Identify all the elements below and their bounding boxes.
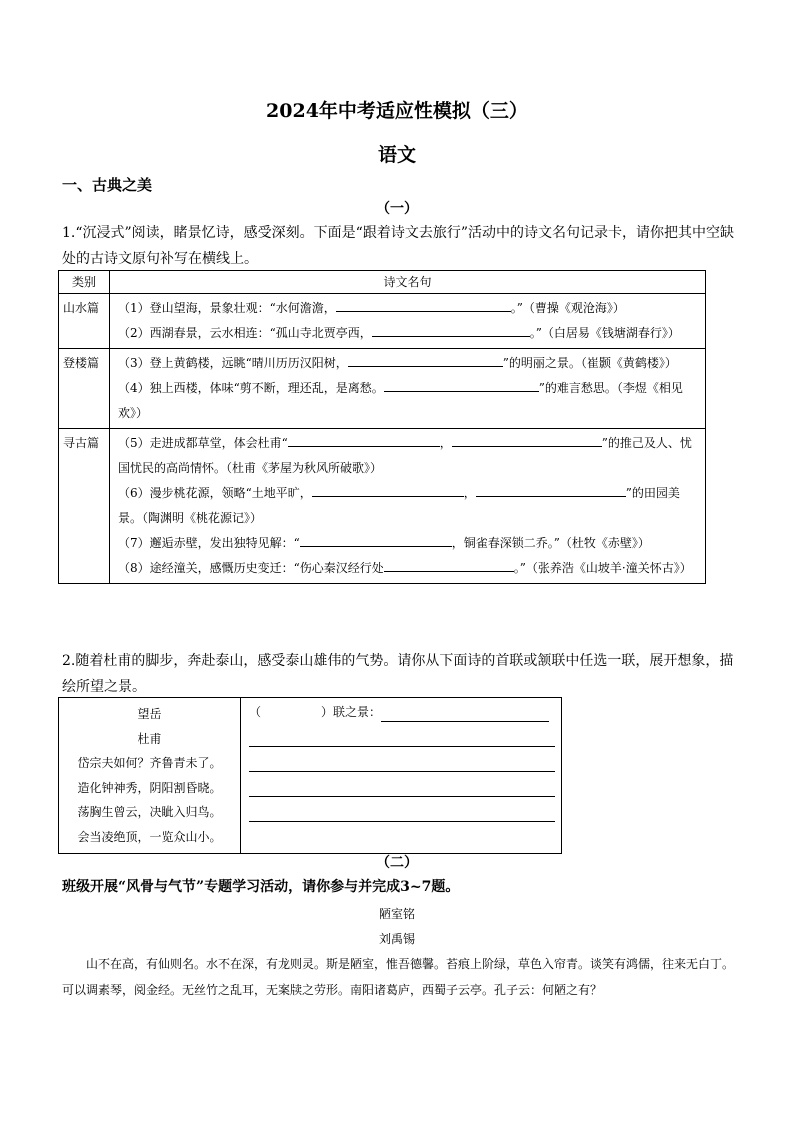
category-cell: 寻古篇: [59, 429, 110, 584]
item-text: （3）登上黄鹤楼，远眺“晴川历历汉阳树，: [118, 356, 348, 370]
item-text: 。”（白居易《钱塘湖春行》）: [529, 326, 680, 340]
poem-title: 望岳: [137, 707, 162, 721]
item-text: （4）独上西楼，体味“剪不断，理还乱，是离愁。: [118, 381, 384, 395]
item-text: （2）西湖春景，云水相连：“孤山寺北贾亭西，: [118, 326, 372, 340]
prompt-open: （: [249, 705, 262, 719]
prompt-close: ）联之景：: [321, 705, 382, 719]
table-row: [59, 294, 706, 349]
section-heading: 一、古典之美: [62, 176, 153, 194]
answer-blank[interactable]: [288, 434, 440, 447]
item-text: ，: [439, 436, 452, 450]
answer-blank[interactable]: [452, 434, 602, 447]
content-cell: [110, 429, 706, 584]
answer-prompt-line: [249, 702, 555, 722]
content-cell: [110, 349, 706, 429]
item-text: ”的推己及人、忧国忧民的高尚情怀。（杜甫《茅屋为秋风所破歌》）: [118, 436, 692, 475]
answer-line[interactable]: [249, 722, 555, 747]
fill-item: [118, 321, 699, 346]
essay-title: 陋室铭: [378, 907, 415, 921]
essay-author: 刘禹锡: [378, 932, 415, 946]
item-text: （8）途经潼关，感慨历史变迁：“伤心秦汉经行处: [118, 561, 384, 575]
fill-item: [118, 431, 699, 481]
item-text: ，铜雀春深锁二乔。”（杜牧《赤壁》）: [451, 536, 650, 550]
poem-line: 造化钟神秀，阴阳割昏晓。: [77, 780, 222, 795]
fill-item: [118, 376, 699, 426]
item-text: （1）登山望海，景象壮观：“水何澹澹，: [118, 301, 336, 315]
answer-cell: [241, 698, 562, 854]
essay-text: 山不在高，有仙则名。水不在深，有龙则灵。斯是陋室，惟吾德馨。苔痕上阶绿，草色入帘青。谈笑有鸿儒，往来无白丁。可以调素琴，阅金经。无丝竹之乱耳，无案牍之劳形。南阳诸葛庐，西蜀子云亭。孔子云：何陋之有？: [62, 957, 735, 997]
couplet-choice-blank[interactable]: [261, 710, 321, 722]
item-text: （7）邂逅赤壁，发出独特见解：“: [118, 536, 300, 550]
item-text: ”的明丽之景。（崔颢《黄鹤楼》）: [502, 356, 677, 370]
answer-blank[interactable]: [384, 379, 539, 392]
answer-blank[interactable]: [312, 484, 464, 497]
part-one-label: （一）: [376, 201, 418, 217]
answer-blank[interactable]: [300, 534, 452, 547]
answer-blank[interactable]: [476, 484, 626, 497]
item-text: 。”（张养浩《山坡羊·潼关怀古》）: [513, 561, 692, 575]
poem-line: 会当凌绝顶，一览众山小。: [77, 829, 222, 844]
fill-item: [118, 351, 699, 376]
item-text: （6）漫步桃花源，领略“土地平旷，: [118, 486, 312, 500]
header-content: 诗文名句: [110, 271, 706, 294]
poem-record-table: [58, 270, 706, 584]
table-header-row: [59, 271, 706, 294]
fill-item: [118, 481, 699, 531]
question-2-text: 2.随着杜甫的脚步，奔赴泰山，感受泰山雄伟的气势。请你从下面诗的首联或颔联中任选一联，展开想象，描绘所望之景。: [62, 653, 734, 695]
poem-cell: [59, 698, 241, 854]
content-cell: [110, 294, 706, 349]
poem-line: 岱宗夫如何？齐鲁青未了。: [77, 756, 222, 770]
answer-line[interactable]: [249, 747, 555, 772]
answer-line[interactable]: [249, 797, 555, 822]
fill-item: [118, 531, 699, 556]
answer-line[interactable]: [249, 772, 555, 797]
fill-item: [118, 296, 699, 321]
table-row: [59, 349, 706, 429]
answer-blank[interactable]: [384, 559, 514, 572]
item-text: ”的难言愁思。（李煜《相见欢》）: [118, 381, 683, 420]
page-title: 2024年中考适应性模拟（三）: [266, 100, 528, 122]
subject-title: 语文: [377, 144, 416, 166]
answer-blank[interactable]: [372, 324, 530, 337]
item-text: （5）走进成都草堂，体会杜甫“: [118, 436, 288, 450]
item-text: 。”（曹操《观沧海》）: [510, 301, 625, 315]
answer-blank[interactable]: [381, 709, 549, 722]
table-row: [59, 429, 706, 584]
category-cell: 山水篇: [59, 294, 110, 349]
answer-blank[interactable]: [348, 354, 503, 367]
fill-item: [118, 556, 699, 581]
item-text: ，: [463, 486, 476, 500]
poem-author: 杜甫: [137, 731, 162, 746]
part-two-intro: 班级开展“风骨与气节”专题学习活动，请你参与并完成3~7题。: [62, 879, 460, 895]
part-two-label: （二）: [376, 855, 418, 871]
question-1-text: 1.“沉浸式”阅读，睹景忆诗，感受深刻。下面是“跟着诗文去旅行”活动中的诗文名句记录卡，请你把其中空缺处的古诗文原句补写在横线上。: [62, 225, 734, 267]
header-category: 类别: [59, 271, 110, 294]
category-cell: 登楼篇: [59, 349, 110, 429]
poem-answer-table: [58, 697, 562, 854]
poem-line: 荡胸生曾云，决眦入归鸟。: [77, 805, 222, 819]
answer-blank[interactable]: [336, 299, 511, 312]
item-text: ”的田园美景。（陶渊明《桃花源记》）: [118, 486, 680, 525]
